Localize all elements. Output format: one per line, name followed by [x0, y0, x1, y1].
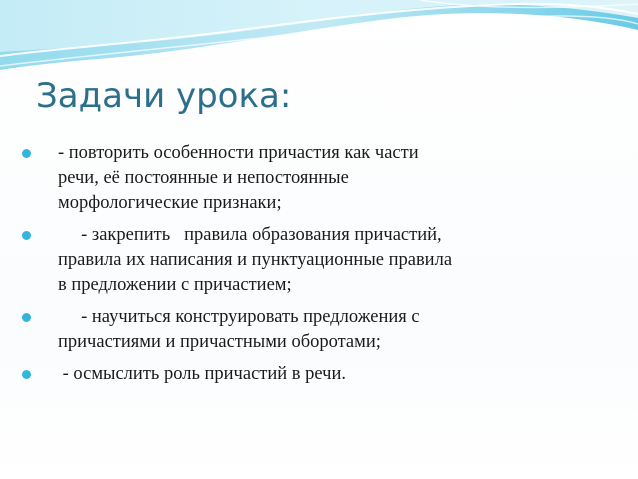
- slide-title: Задачи урока:: [36, 76, 292, 116]
- list-item: [22, 141, 602, 216]
- list-item-line: - закрепить правила образования причастий,: [58, 225, 442, 245]
- task-list: [22, 141, 602, 394]
- list-item: [22, 305, 602, 355]
- header-wave-decoration: [0, 0, 638, 80]
- bullet-dot-icon: [22, 149, 31, 158]
- bullet-dot-icon: [22, 370, 31, 379]
- list-item-line: - осмыслить роль причастий в речи.: [58, 364, 346, 384]
- list-item: [22, 223, 602, 298]
- list-item-line: в предложении с причастием;: [58, 275, 292, 295]
- list-item-line: причастиями и причастными оборотами;: [58, 332, 381, 352]
- list-item: [22, 362, 602, 387]
- list-item-line: - научиться конструировать предложения с: [58, 307, 420, 327]
- list-item-line: речи, её постоянные и непостоянные: [58, 168, 349, 188]
- bullet-dot-icon: [22, 231, 31, 240]
- list-item-line: морфологические признаки;: [58, 193, 282, 213]
- list-item-line: правила их написания и пунктуационные правила: [58, 250, 453, 270]
- bullet-dot-icon: [22, 313, 31, 322]
- list-item-line: - повторить особенности причастия как части: [58, 143, 419, 163]
